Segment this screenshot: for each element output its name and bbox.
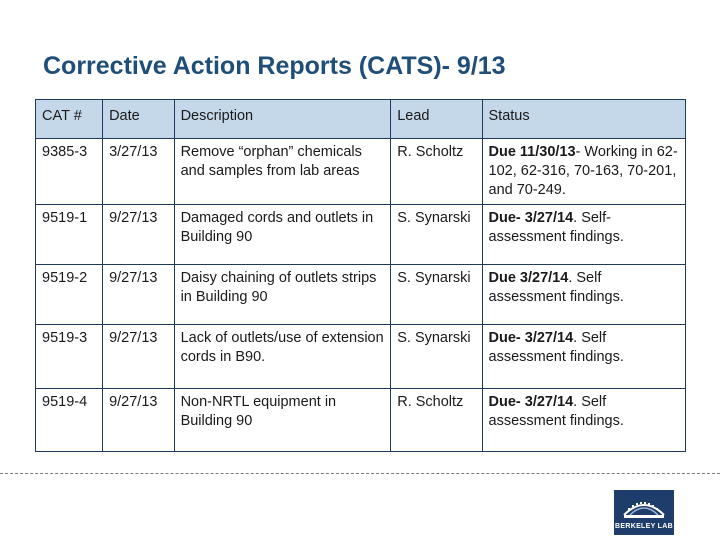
cell-date: 9/27/13 <box>103 389 174 452</box>
slide-title: Corrective Action Reports (CATS)- 9/13 <box>43 52 506 80</box>
header-lead: Lead <box>391 100 482 139</box>
cell-cat-number: 9519-1 <box>36 205 103 265</box>
cell-status <box>482 139 686 205</box>
status-due: Due- 3/27/14 <box>488 330 574 346</box>
cell-cat-number: 9519-4 <box>36 389 103 452</box>
status-due: Due- 3/27/14 <box>488 210 574 226</box>
cell-description: Daisy chaining of outlets strips in Building 90 <box>174 265 391 325</box>
footer-divider <box>0 473 720 474</box>
cats-table <box>35 99 686 452</box>
cell-lead: R. Scholtz <box>391 139 482 205</box>
status-note: . Self assessment findings. <box>488 270 624 305</box>
table-header-row <box>36 100 686 139</box>
table-row <box>36 139 686 205</box>
cell-status <box>482 205 686 265</box>
cell-description: Non-NRTL equipment in Building 90 <box>174 389 391 452</box>
status-note: . Self-assessment findings. <box>488 210 624 245</box>
cell-date: 3/27/13 <box>103 139 174 205</box>
cell-cat-number: 9385-3 <box>36 139 103 205</box>
cell-description: Damaged cords and outlets in Building 90 <box>174 205 391 265</box>
cell-cat-number: 9519-3 <box>36 325 103 389</box>
cell-status <box>482 389 686 452</box>
cell-cat-number: 9519-2 <box>36 265 103 325</box>
logo-text: BERKELEY LAB <box>615 523 673 530</box>
table-row <box>36 325 686 389</box>
cell-description: Lack of outlets/use of extension cords in B90. <box>174 325 391 389</box>
status-note: . Self assessment findings. <box>488 330 624 365</box>
cell-date: 9/27/13 <box>103 205 174 265</box>
status-due: Due 3/27/14 <box>488 270 569 286</box>
status-note: - Working in 62-102, 62-316, 70-163, 70-201, and 70-249. <box>488 144 678 198</box>
cell-lead: S. Synarski <box>391 205 482 265</box>
cell-status <box>482 265 686 325</box>
table-row <box>36 265 686 325</box>
cell-description: Remove “orphan” chemicals and samples from lab areas <box>174 139 391 205</box>
cell-lead: S. Synarski <box>391 325 482 389</box>
header-cat-number: CAT # <box>36 100 103 139</box>
status-due: Due- 3/27/14 <box>488 394 574 410</box>
building-icon <box>620 493 668 523</box>
cell-lead: S. Synarski <box>391 265 482 325</box>
header-status: Status <box>482 100 686 139</box>
table-row <box>36 389 686 452</box>
status-note: . Self assessment findings. <box>488 394 624 429</box>
cell-status <box>482 325 686 389</box>
cell-date: 9/27/13 <box>103 265 174 325</box>
status-due: Due 11/30/13 <box>488 144 576 160</box>
cell-lead: R. Scholtz <box>391 389 482 452</box>
header-date: Date <box>103 100 174 139</box>
header-description: Description <box>174 100 391 139</box>
berkeley-lab-logo <box>614 490 674 535</box>
cell-date: 9/27/13 <box>103 325 174 389</box>
table-row <box>36 205 686 265</box>
